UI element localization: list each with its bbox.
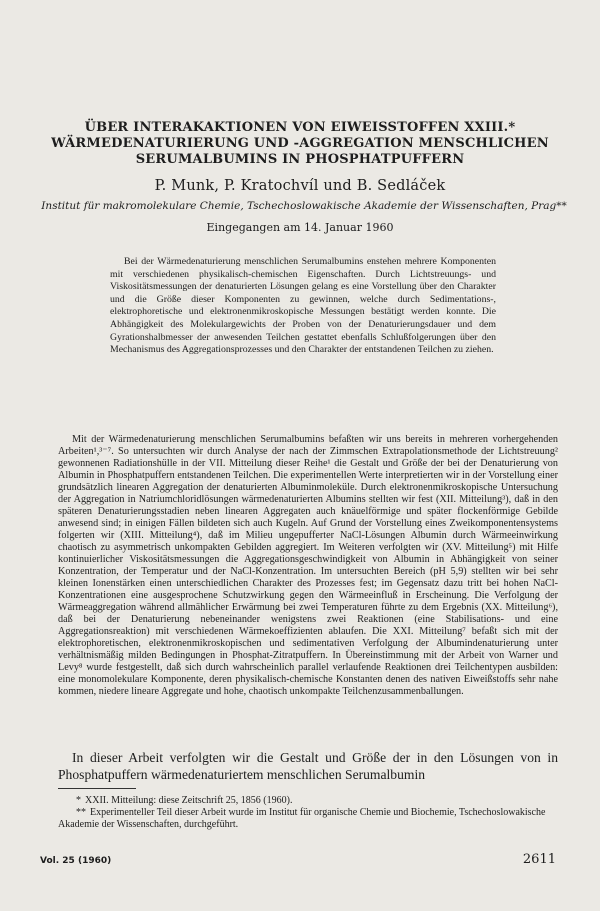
received-date: Eingegangen am 14. Januar 1960 xyxy=(206,221,394,234)
title-line-3: SERUMALBUMINS IN PHOSPHATPUFFERN xyxy=(135,152,465,167)
footnote-1 xyxy=(58,795,558,807)
footnote-marker: * xyxy=(76,795,81,806)
authors: P. Munk, P. Kratochvíl und B. Sedláček xyxy=(154,178,446,194)
abstract-text: Bei der Wärmedenaturierung menschlichen Serumalbumins enstehen mehrere Komponenten mit verschiedenen physikalisch-chemischen Eigenschaften. Durch Lichtstreuungs- und Viskositätsmessungen der denaturierten Lösungen gelang es eine Vorstellung über den Charakter und die Größe dieser Komponenten zu gewinnen, welche durch Sedimentations-, elektrophoretische und elektronenmikroskopische Messungen bestätigt werden konnte. Die Abhängigkeit des Molekulargewichts der Proben von der Denaturierungsdauer und dem Gyrationshalbmesser der anwesenden Teilchen gestattet ebenfalls Schlußfolgerungen über den Mechanismus des Aggregationsprozesses und den Charakter der entstandenen Teilchen zu ziehen. xyxy=(110,256,496,356)
volume-info: Vol. 25 (1960) xyxy=(40,856,112,866)
footnotes xyxy=(58,795,558,831)
body-text-continued xyxy=(58,750,558,783)
title-line-1: ÜBER INTERAKAKTIONEN VON EIWEISSTOFFEN XXIII.* xyxy=(84,120,516,135)
institute-affiliation: Institut für makromolekulare Chemie, Tschechoslowakische Akademie der Wissenschaften, Prag** xyxy=(41,200,567,212)
abstract xyxy=(110,256,496,357)
body-paragraph-1: Mit der Wärmedenaturierung menschlichen Serumalbumins befaßten wir uns bereits in mehreren vorhergehenden Arbeiten¹,³⁻⁷. So untersuchten wir durch Analyse der nach der Zimmschen Extrapolationsmethode der Lichtstreuung² gewonnenen Radiationshülle in der VII. Mitteilung dieser Reihe¹ die Gestalt und Größe der bei der Denaturierung von Albumin in Phosphatpuffern entstandenen Teilchen. Die experimentellen Werte interpretierten wir in der Vorstellung einer grundsätzlich linearen Aggregation der denaturierten Albuminmoleküle. Durch elektronenmikroskopische Untersuchung der Aggregation in Natriumchloridlösungen wärmedenaturierten Albumins stellten wir fest (XII. Mitteilung³), daß in den späteren Denaturierungsstadien neben linearen Aggregaten auch knäuelförmige und später flockenförmige Gebilde anwesend sind; in einigen Fällen bildeten sich auch Kugeln. Auf Grund der Vorstellung eines Zweikomponentensystems folgerten wir (XIII. Mitteilung⁴), daß im Milieu ungepufferter NaCl-Lösungen Albumin durch Wärmeeinwirkung chaotisch zu asymmetrisch unkompakten Gebilden aggregiert. Im Weiteren verfolgten wir (XV. Mitteilung⁵) mit Hilfe kontinuierlicher Viskositätsmessungen die Aggregationsgeschwindigkeit von Albumin in Abhängigkeit von seiner Konzentration, der Temperatur und der NaCl-Konzentration. Im untersuchten Bereich (pH 5,9) stellten wir bei sehr kleinen Ionenstärken einen unterschiedlichen Charakter des Prozesses fest; im Gegensatz dazu tritt bei hohen NaCl-Konzentrationen eine ausgesprochene Schutzwirkung gegen den Wärmeeinfluß in Erscheinung. Die Verfolgung der Wärmeaggregation während allmählicher Erwärmung bei zwei Temperaturen führte zu dem Ergebnis (XX. Mitteilung⁶), daß bei der Denaturierung nebeneinander wenigstens zwei Reaktionen (eine Stabilisations- und eine Aggregationsreaktion) mit verschiedenen Wärmekoeffizienten ablaufen. Die XXI. Mitteilung⁷ befaßt sich mit der elektrophoretischen, elektronenmikroskopischen und sedimentativen Verfolgung der Albumindenaturierung unter verhältnismäßig milden Bedingungen in Phosphat-Zitratpuffern. In Übereinstimmung mit der Arbeit von Warner und Levy⁸ wurde festgestellt, daß sich durch wahrscheinlich parallel verlaufende Reaktionen drei Teilchentypen ausbilden: eine monomolekulare Komponente, deren physikalisch-chemische Konstanten denen des nativen Eiweißstoffs sehr nahe kommen, niedere lineare Aggregate und hohe, chaotisch unkompakte Teilchenzusammenballungen. xyxy=(58,434,558,697)
footnote-marker: ** xyxy=(76,807,86,818)
footnote-divider xyxy=(58,788,136,789)
article-title xyxy=(40,120,560,168)
footnote-text: Experimenteller Teil dieser Arbeit wurde im Institut für organische Chemie und Biochemie, Tschechoslowakische Akademie der Wissenschaften, durchgeführt. xyxy=(58,807,546,830)
body-paragraph-2: In dieser Arbeit verfolgten wir die Gestalt und Größe der in den Lösungen von in Phosphatpuffern wärmedenaturiertem menschlichen Serumalbumin xyxy=(58,750,558,782)
footnote-text: XXII. Mitteilung: diese Zeitschrift 25, 1856 (1960). xyxy=(85,795,293,806)
footnote-2 xyxy=(58,807,558,831)
title-line-2: WÄRMEDENATURIERUNG UND -AGGREGATION MENSCHLICHEN xyxy=(51,136,549,151)
body-text xyxy=(58,434,558,698)
page-number: 2611 xyxy=(522,852,556,867)
